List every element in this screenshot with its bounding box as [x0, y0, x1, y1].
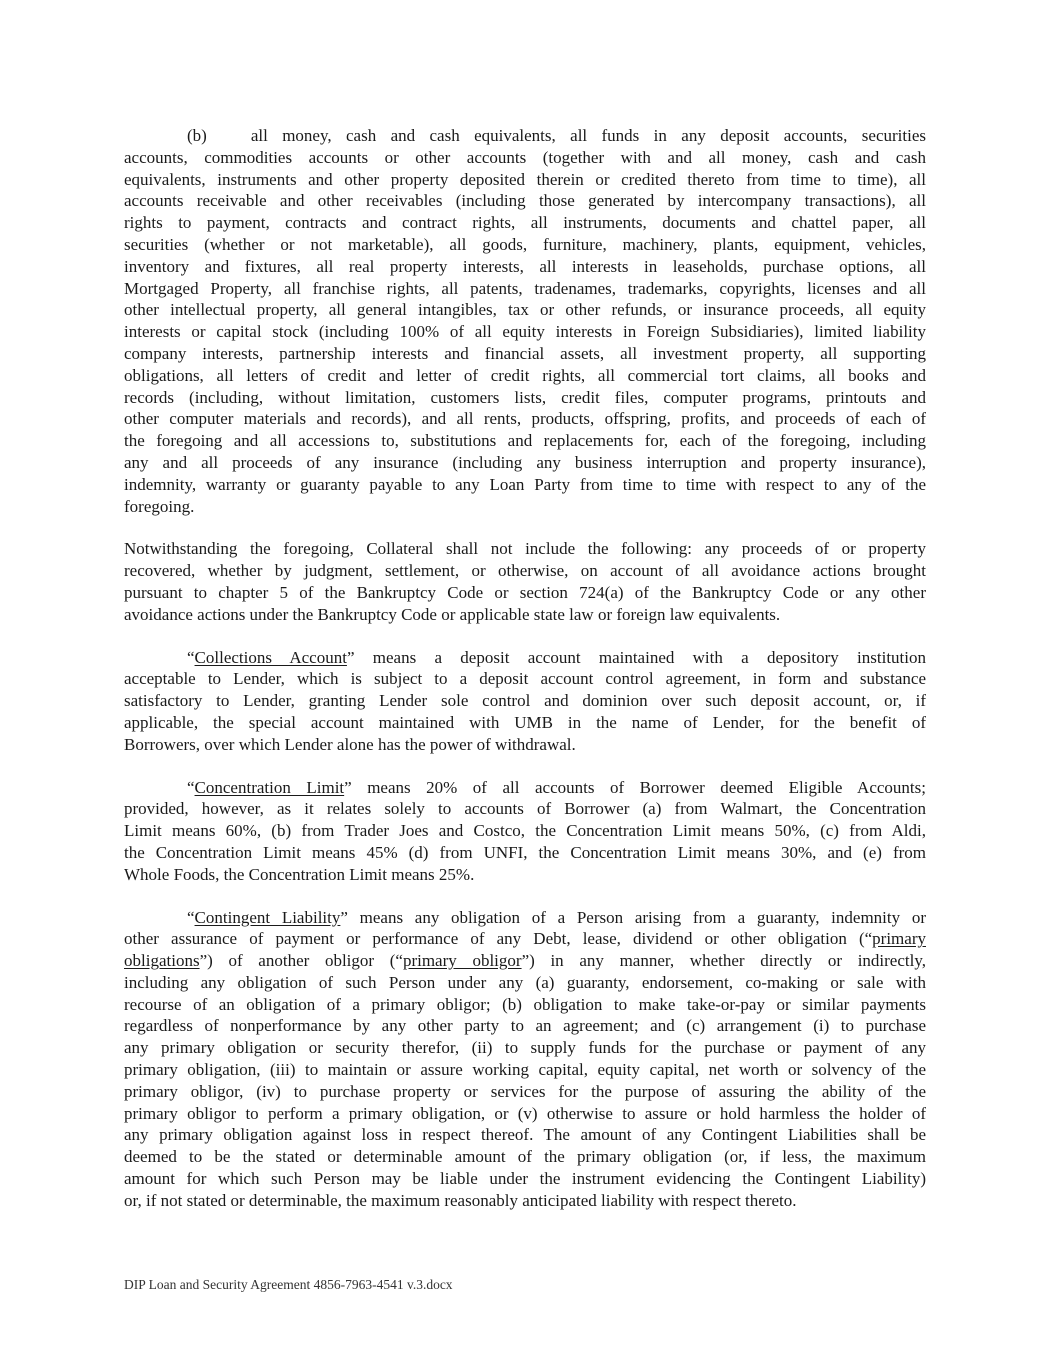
definition-collections-account — [124, 647, 926, 756]
text-line: any primary obligation or security therefor, (ii) to supply funds for the purchase or payment of any — [124, 1038, 926, 1058]
defined-term: primary — [872, 929, 926, 949]
text-line: inventory and fixtures, all real property interests, all interests in leaseholds, purchase options, all — [124, 256, 926, 276]
text-line: accounts receivable and other receivables (including those generated by intercompany transactions), all — [124, 191, 926, 211]
text-line: the foregoing and all accessions to, substitutions and replacements for, each of the foregoing, including — [124, 431, 926, 451]
text-line: satisfactory to Lender, granting Lender sole control and dominion over such deposit account, or, if — [124, 691, 926, 711]
text-line: any and all proceeds of any insurance (including any business interruption and property insurance), — [124, 452, 926, 472]
text-line: Mortgaged Property, all franchise rights, all patents, tradenames, trademarks, copyrights, licenses and all — [124, 278, 926, 298]
text-line: Limit means 60%, (b) from Trader Joes and Costco, the Concentration Limit means 50%, (c) from Aldi, — [124, 821, 926, 841]
defined-term: Concentration Limit — [194, 777, 345, 797]
text-line: primary obligor to perform a primary obligation, or (v) otherwise to assure or hold harmless the holder of — [124, 1103, 926, 1123]
definition-text: ”) in any manner, whether directly or indirectly, — [521, 951, 926, 971]
definition-text: ” means 20% of all accounts of Borrower deemed Eligible Accounts; — [344, 777, 926, 797]
text-line — [124, 928, 926, 950]
text-line: amount for which such Person may be liable under the instrument evidencing the Contingent Liability) — [124, 1169, 926, 1189]
document-body — [124, 125, 926, 1233]
text-line: recourse of an obligation of a primary obligor; (b) obligation to make take-or-pay or similar payments — [124, 994, 926, 1014]
definition-text: other assurance of payment or performance of any Debt, lease, dividend or other obligation (“ — [124, 929, 873, 949]
text-line: other computer materials and records), and all rents, products, offspring, profits, and proceeds of each of — [124, 409, 926, 429]
defined-term: Contingent Liability — [194, 907, 341, 927]
text-line: Borrowers, over which Lender alone has the power of withdrawal. — [124, 734, 576, 754]
definition-text: ” means a deposit account maintained with a depository institution — [346, 647, 926, 667]
text-line: recovered, whether by judgment, settlement, or otherwise, on account of all avoidance actions brought — [124, 561, 926, 581]
text-line: company interests, partnership interests and financial assets, all investment property, all supporting — [124, 343, 926, 363]
text-line: interests or capital stock (including 100% of all equity interests in Foreign Subsidiaries), limited liability — [124, 322, 926, 342]
collateral-clause-b — [124, 125, 926, 517]
text-line: other intellectual property, all general intangibles, tax or other refunds, or insurance proceeds, all equity — [124, 300, 926, 320]
text-line — [124, 125, 926, 147]
text-line: acceptable to Lender, which is subject to a deposit account control agreement, in form and substance — [124, 669, 926, 689]
definition-text: ”) of another obligor (“ — [199, 951, 403, 971]
defined-term: Collections Account — [194, 647, 347, 667]
text-line — [124, 647, 926, 669]
defined-term: primary obligor — [402, 951, 522, 971]
defined-term: obligations — [124, 951, 200, 971]
text-line: applicable, the special account maintained with UMB in the name of Lender, for the benefit of — [124, 712, 926, 732]
text-line: including any obligation of such Person under any (a) guaranty, endorsement, co-making or sale with — [124, 972, 926, 992]
open-quote: “ — [187, 907, 195, 927]
text-line — [124, 777, 926, 799]
text-line: obligations, all letters of credit and letter of credit rights, all commercial tort claims, all books and — [124, 365, 926, 385]
text-line — [124, 950, 926, 972]
text-line: equivalents, instruments and other property deposited therein or credited thereto from time to time), all — [124, 169, 926, 189]
definition-contingent-liability — [124, 907, 926, 1212]
text-line: Notwithstanding the foregoing, Collateral shall not include the following: any proceeds of or property — [124, 539, 926, 559]
text-line: rights to payment, contracts and contract rights, all instruments, documents and chattel paper, all — [124, 213, 926, 233]
text-line: avoidance actions under the Bankruptcy Code or applicable state law or foreign law equivalents. — [124, 604, 781, 624]
clause-text: all money, cash and cash equivalents, all funds in any deposit accounts, securities — [250, 126, 926, 145]
text-line: or, if not stated or determinable, the maximum reasonably anticipated liability with respect thereto. — [124, 1190, 797, 1210]
definition-text: ” means any obligation of a Person arising from a guaranty, indemnity or — [340, 907, 926, 927]
text-line: foregoing. — [124, 496, 195, 516]
text-line: records (including, without limitation, customers lists, credit files, computer programs, printouts and — [124, 387, 926, 407]
collateral-exclusion-paragraph — [124, 538, 926, 625]
text-line — [124, 907, 926, 929]
page-footer: DIP Loan and Security Agreement 4856-7963-4541 v.3.docx — [124, 1277, 453, 1292]
text-line: primary obligation, (iii) to maintain or assure working capital, equity capital, net worth or solvency of the — [124, 1060, 926, 1080]
clause-label: (b) — [187, 126, 207, 145]
text-line: Whole Foods, the Concentration Limit means 25%. — [124, 864, 475, 884]
text-line: deemed to be the stated or determinable amount of the primary obligation (or, if less, the maximum — [124, 1147, 926, 1167]
text-line: regardless of nonperformance by any other party to an agreement; and (c) arrangement (i) to purchase — [124, 1016, 926, 1036]
text-line: pursuant to chapter 5 of the Bankruptcy Code or section 724(a) of the Bankruptcy Code or any other — [124, 582, 926, 602]
text-line: any primary obligation against loss in respect thereof. The amount of any Contingent Liabilities shall be — [124, 1125, 926, 1145]
definition-concentration-limit — [124, 777, 926, 886]
text-line: provided, however, as it relates solely to accounts of Borrower (a) from Walmart, the Concentration — [124, 799, 926, 819]
text-line: accounts, commodities accounts or other accounts (together with and all money, cash and cash — [124, 147, 926, 167]
text-line: primary obligor, (iv) to purchase property or services for the purpose of assuring the ability of the — [124, 1081, 926, 1101]
text-line: securities (whether or not marketable), all goods, furniture, machinery, plants, equipment, vehicles, — [124, 234, 926, 254]
text-line: the Concentration Limit means 45% (d) from UNFI, the Concentration Limit means 30%, and (e) from — [124, 842, 926, 862]
open-quote: “ — [187, 647, 195, 667]
open-quote: “ — [187, 777, 195, 797]
text-line: indemnity, warranty or guaranty payable to any Loan Party from time to time with respect to any of the — [124, 474, 926, 494]
